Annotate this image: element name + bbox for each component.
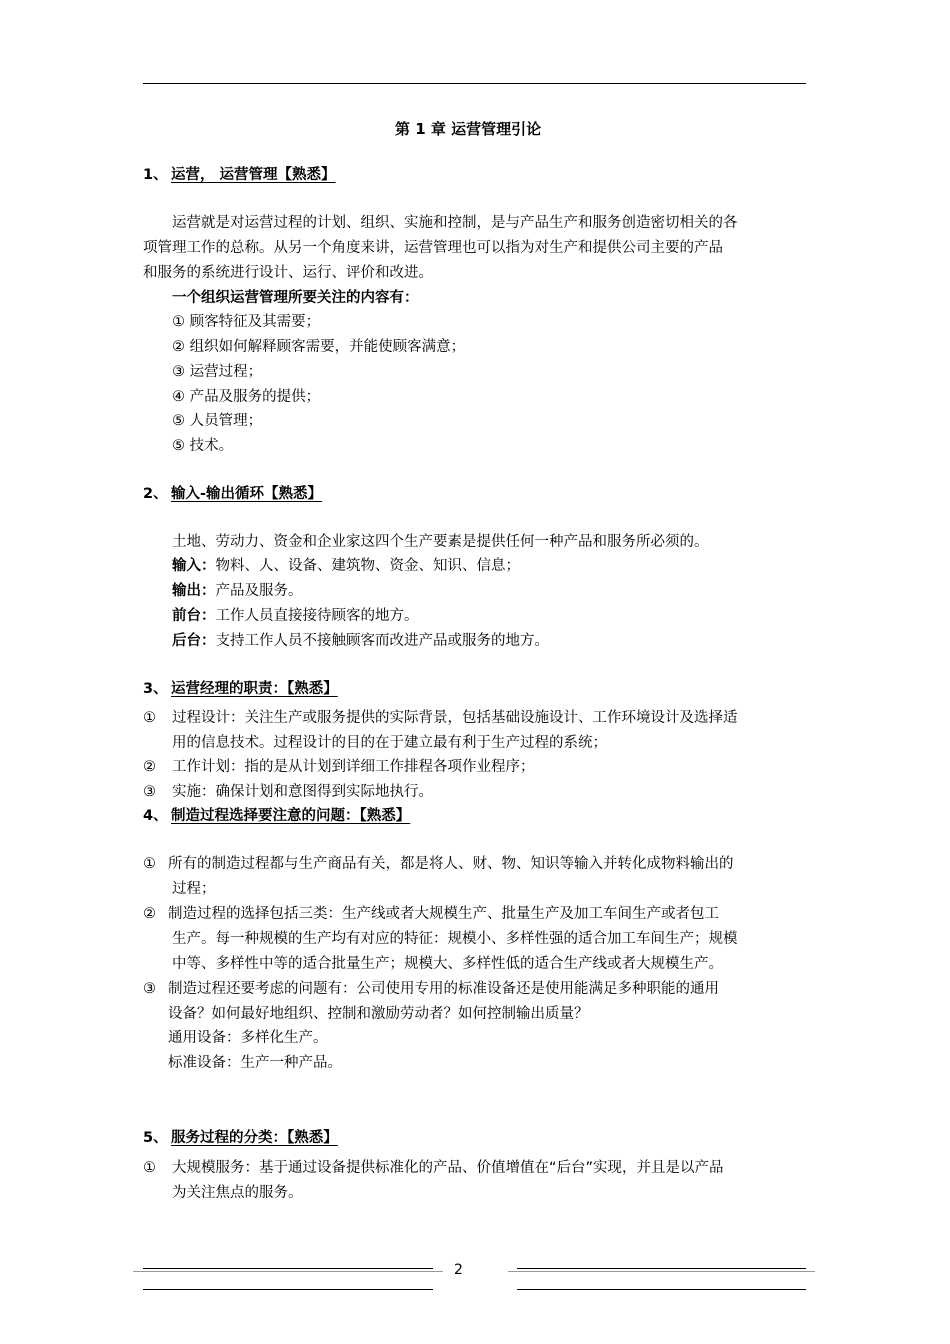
footer-rule-right xyxy=(517,1268,806,1269)
s5-item-1-line-1: 大规模服务：基于通过设备提供标准化的产品、价值增值在“后台”实现，并且是以产品 xyxy=(172,1160,724,1176)
s1-para-line-2: 项管理工作的总称。从另一个角度来讲，运营管理也可以指为对生产和提供公司主要的产品 xyxy=(143,240,723,256)
s1-item-5: ⑤ 人员管理； xyxy=(172,413,263,429)
s3-item-3-line-1: 实施：确保计划和意图得到实际地执行。 xyxy=(172,784,433,800)
s4-item-1-mark: ① xyxy=(143,856,156,872)
def-text: 产品及服务。 xyxy=(215,583,303,599)
def-term: 前台： xyxy=(172,608,216,624)
section-3-number: 3、 xyxy=(143,681,168,697)
def-term: 后台： xyxy=(172,633,216,649)
def-text: 支持工作人员不接触顾客而改进产品或服务的地方。 xyxy=(215,633,549,649)
s1-item-2: ② 组织如何解释顾客需要，并能使顾客满意； xyxy=(172,339,466,355)
def-text: 物料、人、设备、建筑物、资金、知识、信息； xyxy=(215,558,520,574)
footer-rule-left xyxy=(143,1268,433,1269)
s1-para-line-1: 运营就是对运营过程的计划、组织、实施和控制，是与产品生产和服务创造密切相关的各 xyxy=(172,215,738,231)
s1-para-line-3: 和服务的系统进行设计、运行、评价和改进。 xyxy=(143,265,433,281)
s4-item-2-line-2: 生产。每一种规模的生产均有对应的特征：规模小、多样性强的适合加工车间生产；规模 xyxy=(172,931,738,947)
page-number: 2 xyxy=(454,1262,463,1278)
s3-item-2-line-1: 工作计划：指的是从计划到详细工作排程各项作业程序； xyxy=(172,759,535,775)
s2-intro: 土地、劳动力、资金和企业家这四个生产要素是提供任何一种产品和服务所必须的。 xyxy=(172,534,709,550)
s4-item-1-line-1: 所有的制造过程都与生产商品有关，都是将人、财、物、知识等输入并转化成物料输出的 xyxy=(168,856,734,872)
def-term: 输入： xyxy=(172,558,216,574)
s3-item-3-mark: ③ xyxy=(143,784,156,800)
s4-item-3-line-3: 通用设备：多样化生产。 xyxy=(168,1030,328,1046)
footer-rule-left-thin xyxy=(133,1271,443,1272)
section-2-title: 输入-输出循环【熟悉】 xyxy=(171,486,323,502)
s4-item-2-line-3: 中等、多样性中等的适合批量生产；规模大、多样性低的适合生产线或者大规模生产。 xyxy=(172,956,723,972)
section-5-title: 服务过程的分类：【熟悉】 xyxy=(171,1130,338,1146)
section-2-number: 2、 xyxy=(143,486,168,502)
footer-rule-bottom-right xyxy=(517,1289,806,1290)
header-rule xyxy=(143,83,806,84)
s4-item-2-mark: ② xyxy=(143,906,156,922)
s1-item-3: ③ 运营过程； xyxy=(172,364,263,380)
s3-item-2-mark: ② xyxy=(143,759,156,775)
s3-item-1-line-1: 过程设计：关注生产或服务提供的实际背景，包括基础设施设计、工作环境设计及选择适 xyxy=(172,710,738,726)
s1-item-6: ⑤ 技术。 xyxy=(172,438,234,454)
s2-def-output xyxy=(172,581,303,601)
chapter-title: 第 1 章 运营管理引论 xyxy=(395,120,542,138)
footer-rule-bottom-left xyxy=(143,1289,433,1290)
section-5-number: 5、 xyxy=(143,1130,168,1146)
s4-item-3-mark: ③ xyxy=(143,981,156,997)
s4-item-1-line-2: 过程； xyxy=(172,881,216,897)
s3-item-1-mark: ① xyxy=(143,710,156,726)
section-1-title: 运营， 运营管理【熟悉】 xyxy=(171,167,336,183)
s1-item-1: ① 顾客特征及其需要； xyxy=(172,314,321,330)
s2-def-back xyxy=(172,631,549,651)
s1-focus-title: 一个组织运营管理所要关注的内容有： xyxy=(172,290,419,306)
s2-def-front xyxy=(172,606,419,626)
s4-item-2-line-1: 制造过程的选择包括三类：生产线或者大规模生产、批量生产及加工车间生产或者包工 xyxy=(168,906,719,922)
section-4-number: 4、 xyxy=(143,808,168,824)
s2-def-input xyxy=(172,556,520,576)
footer-rule-right-thin xyxy=(508,1271,815,1272)
section-1-number: 1、 xyxy=(143,167,168,183)
s4-item-3-line-2: 设备？如何最好地组织、控制和激励劳动者？如何控制输出质量？ xyxy=(168,1006,589,1022)
s3-item-1-line-2: 用的信息技术。过程设计的目的在于建立最有利于生产过程的系统； xyxy=(172,735,607,751)
s1-item-4: ④ 产品及服务的提供； xyxy=(172,389,321,405)
section-3-title: 运营经理的职责：【熟悉】 xyxy=(171,681,338,697)
def-term: 输出： xyxy=(172,583,216,599)
section-4-title: 制造过程选择要注意的问题：【熟悉】 xyxy=(171,808,411,824)
section-4-heading xyxy=(143,806,410,826)
def-text: 工作人员直接接待顾客的地方。 xyxy=(215,608,419,624)
section-1-heading xyxy=(143,165,336,185)
s5-item-1-mark: ① xyxy=(143,1160,156,1176)
section-3-heading xyxy=(143,679,338,699)
section-2-heading xyxy=(143,484,322,504)
s5-item-1-line-2: 为关注焦点的服务。 xyxy=(172,1185,303,1201)
s4-item-3-line-1: 制造过程还要考虑的问题有：公司使用专用的标准设备还是使用能满足多种职能的通用 xyxy=(168,981,719,997)
s4-item-3-line-4: 标准设备：生产一种产品。 xyxy=(168,1055,342,1071)
section-5-heading xyxy=(143,1128,338,1148)
